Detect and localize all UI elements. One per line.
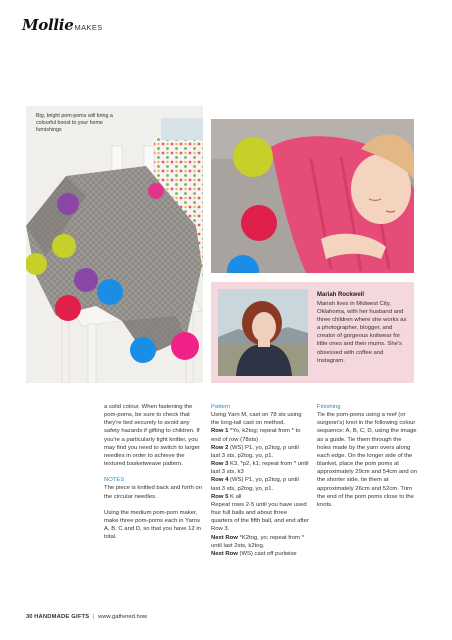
row-1-text: *Yo, k2tog; repeat from * to end of row (78sts) [211, 428, 301, 443]
footer-brand: HANDMADE GIFTS [34, 614, 90, 620]
row-5-text: K all [230, 493, 242, 500]
body-column-3 [317, 403, 417, 509]
pattern-intro: Using Yarn M, cast on 78 sts using the long-tail cast on method. [211, 412, 302, 427]
body-column-2 [211, 403, 309, 558]
row-3-text: K3, *p2, k1; repeat from * until last 3 sts, k3 [211, 461, 309, 476]
photo-caption: Big, bright pom-poms will bring a colourful boost to your home furnishings [36, 113, 113, 134]
designer-portrait [218, 289, 308, 376]
row-2-label: Row 2 [211, 444, 229, 451]
magazine-logo [22, 16, 103, 34]
repeat-instruction: Repeat rows 2-5 until you have used four full balls and about three quarters of the fifth ball, and end after Row 3. [211, 501, 309, 533]
finishing-text: Tie the pom-poms using a reef (or surgeon's) knot in the following colour sequence: A, B, C, D, using the image as a guide. Tie them through the holes made by the yarn overs along each edge. On the longer side of the blanket, place the pom poms at approximately 29cm and 54cm and on the shorter side, tie them at approximately 26cm and 52cm. Trim the end of the pom poms close to the knots. [317, 412, 417, 508]
col1-paragraph-3: Using the medium pom-pom maker, make three pom-poms each in Yarns A, B, C and D, so that you have 12 in total. [104, 509, 201, 541]
next-row-2 [211, 550, 309, 558]
row-4-label: Row 4 [211, 477, 229, 484]
body-column-1 [104, 403, 202, 541]
bio-name: Mariah Rockwell [317, 292, 365, 298]
blanket-chair-photo [26, 106, 203, 383]
row-5 [211, 493, 309, 501]
sleeping-child-photo [211, 119, 414, 273]
finishing-heading: Finishing [317, 404, 341, 410]
footer-separator: | [93, 614, 95, 620]
row-2-text: (WS) P1, yo, p2tog, p until last 3 sts, p2tog, yo, p1. [211, 444, 299, 459]
portrait-illustration [218, 289, 308, 376]
logo-makes: MAKES [74, 23, 103, 32]
row-3-label: Row 3 [211, 461, 229, 468]
next-row-1-label: Next Row [211, 534, 238, 541]
row-2 [211, 444, 309, 460]
next-row-1 [211, 534, 309, 550]
row-1-label: Row 1 [211, 428, 229, 435]
notes-text: The piece is knitted back and forth on the circular needles. [104, 485, 202, 500]
next-row-1-text: *K2tog, yo; repeat from * until last 2sts, k2tog. [211, 534, 304, 549]
logo-script: Mollie [22, 16, 74, 34]
notes-heading: NOTES [104, 477, 125, 484]
bio-text: Mariah lives in Midwest City, Oklahoma, with her husband and three children where she works as a photographer, blogger, and creator of gorgeous knitwear for little ones and their mums. She's obsessed with coffee and Instagram. [317, 301, 407, 364]
col1-paragraph-1: a solid colour. When fastening the pom-poms, be sure to check that they're tied securely to avoid any safety hazards if gifting to children. If you're a particularly tight knitter, you may find you need to switch to larger needles in order to achieve the textured basketweave pattern. [104, 404, 200, 468]
next-row-2-text: (WS) cast off purlwise [239, 550, 297, 557]
page-number: 30 [26, 614, 33, 620]
footer-url: www.gathered.how [98, 614, 148, 620]
page-footer [26, 614, 147, 620]
row-3 [211, 460, 309, 476]
row-5-label: Row 5 [211, 493, 229, 500]
row-4 [211, 476, 309, 492]
row-4-text: (WS) P1, yo, p2tog, p until last 3 sts, p2tog, yo, p1. [211, 477, 299, 492]
sleeping-child-illustration [211, 119, 414, 273]
pattern-heading: Pattern [211, 404, 230, 410]
next-row-2-label: Next Row [211, 550, 238, 557]
blanket-chair-illustration [26, 106, 203, 383]
row-1 [211, 427, 309, 443]
